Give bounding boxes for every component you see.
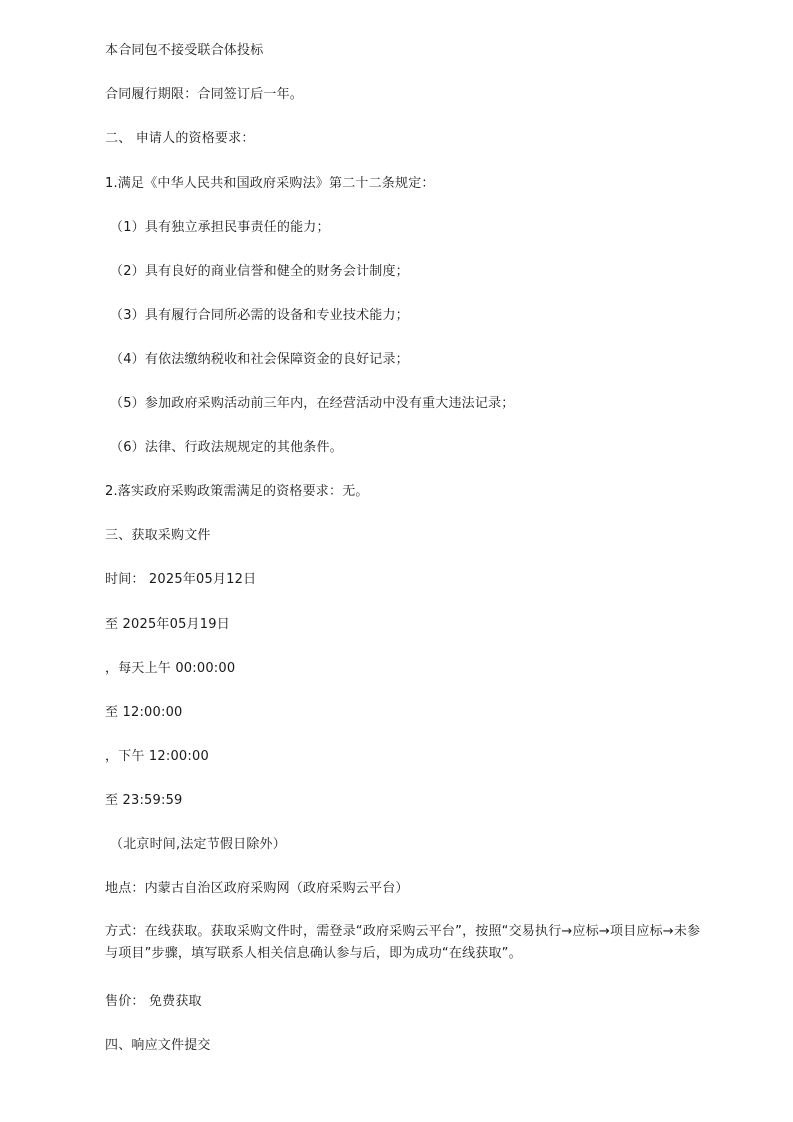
section-heading-obtain-documents: 三、获取采购文件 [105,528,211,543]
qualification-subitem-3: （3）具有履行合同所必需的设备和专业技术能力； [110,308,409,323]
consortium-note: 本合同包不接受联合体投标 [105,43,264,58]
obtain-time-end: 至 2025年05月19日 [105,617,230,632]
timezone-note: （北京时间,法定节假日除外） [110,837,286,852]
qualification-subitem-5: （5）参加政府采购活动前三年内，在经营活动中没有重大违法记录； [110,396,515,411]
obtain-location: 地点：内蒙古自治区政府采购网（政府采购云平台） [105,881,409,896]
morning-end: 至 12:00:00 [105,705,183,720]
section-heading-response-submission: 四、响应文件提交 [105,1038,211,1053]
qualification-subitem-2: （2）具有良好的商业信誉和健全的财务会计制度； [110,264,409,279]
qualification-subitem-4: （4）有依法缴纳税收和社会保障资金的良好记录； [110,352,409,367]
obtain-time-start: 时间： 2025年05月12日 [105,572,257,587]
afternoon-start: ，下午 12:00:00 [105,749,209,764]
qualification-item-1: 1.满足《中华人民共和国政府采购法》第二十二条规定： [105,176,435,191]
section-heading-qualifications: 二、 申请人的资格要求： [105,131,255,146]
afternoon-end: 至 23:59:59 [105,793,183,808]
document-price: 售价： 免费获取 [105,994,202,1009]
obtain-method: 方式：在线获取。获取采购文件时，需登录“政府采购云平台”，按照“交易执行→应标→项目应标→未参与项目”步骤，填写联系人相关信息确认参与后，即为成功“在线获取”。 [105,924,701,961]
contract-period: 合同履行期限：合同签订后一年。 [105,87,304,102]
morning-start: ，每天上午 00:00:00 [105,661,236,676]
qualification-subitem-1: （1）具有独立承担民事责任的能力； [110,220,330,235]
qualification-item-2: 2.落实政府采购政策需满足的资格要求：无。 [105,484,369,499]
qualification-subitem-6: （6）法律、行政法规规定的其他条件。 [110,440,343,455]
